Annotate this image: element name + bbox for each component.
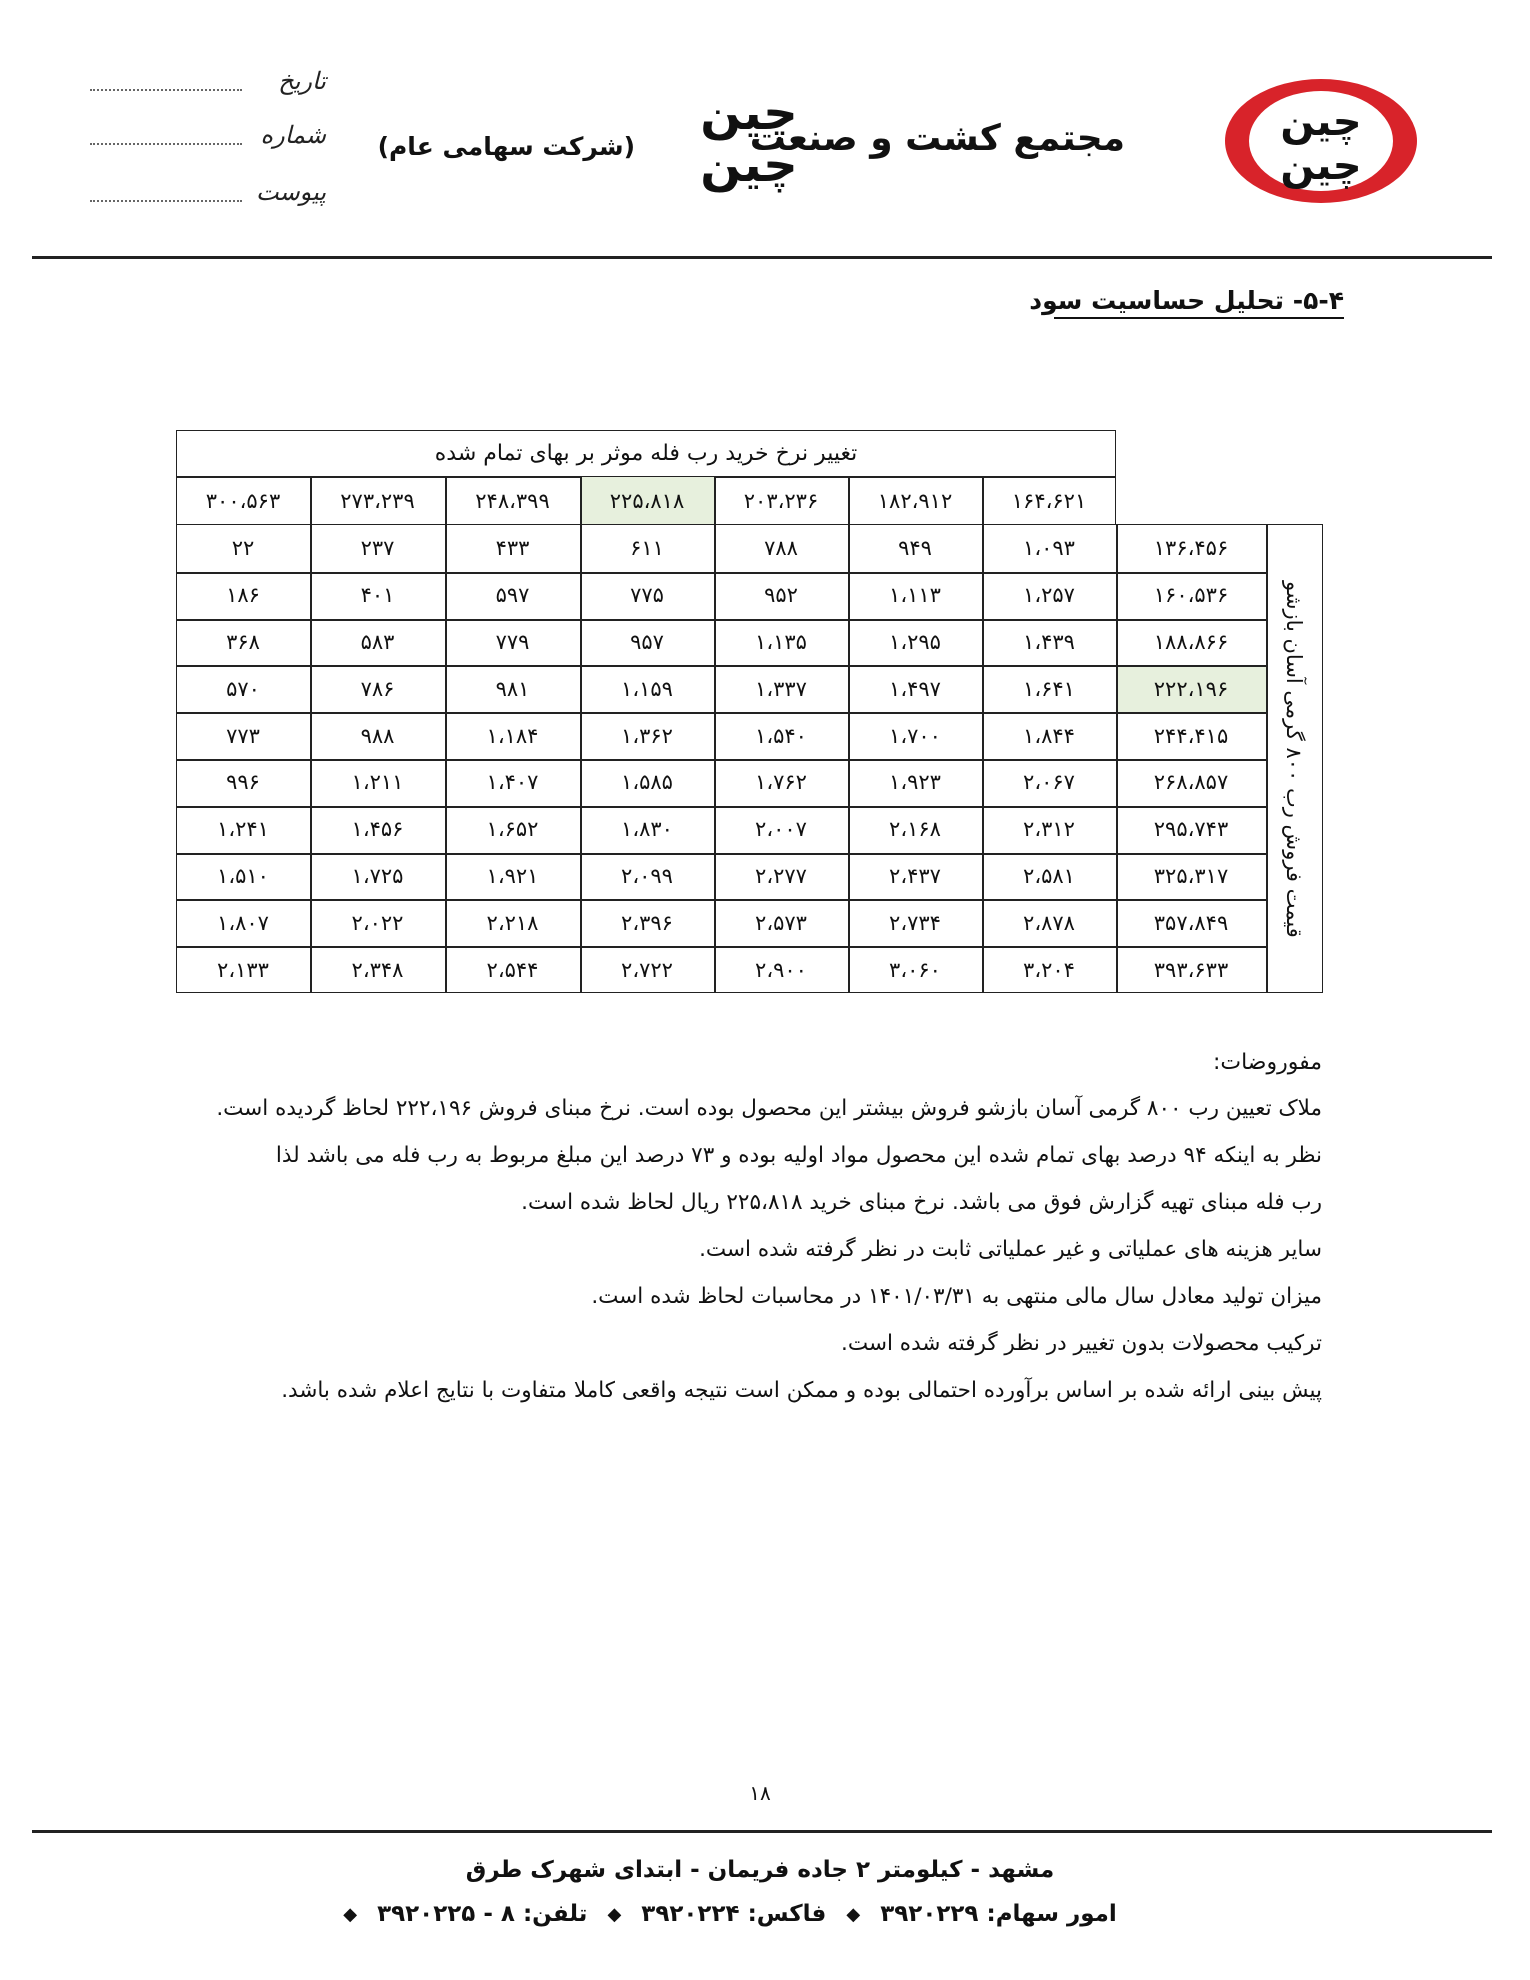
sale-price-cell: ۱۶۰،۵۳۶ <box>1153 583 1229 608</box>
profit-cell: ۱،۴۹۷ <box>889 676 941 701</box>
profit-cell: ۱،۲۱۱ <box>351 770 404 795</box>
company-type: (شرکت سهامی عام) <box>377 132 635 161</box>
profit-cell: ۱،۷۶۲ <box>755 770 807 795</box>
grid-line <box>445 477 447 524</box>
profit-cell: ۲،۸۷۸ <box>1023 910 1075 935</box>
sale-price-cell: ۳۹۳،۶۳۳ <box>1153 957 1229 982</box>
grid-line <box>176 712 1266 714</box>
profit-cell: ۱،۰۹۳ <box>1023 536 1075 561</box>
grid-line <box>848 477 850 524</box>
grid-line <box>176 759 1266 761</box>
purchase-price-header: ۳۰۰،۵۶۳ <box>205 488 281 513</box>
brand-name-line: چین <box>700 137 798 193</box>
profit-cell: ۷۷۳ <box>226 723 260 748</box>
date-line <box>90 89 242 91</box>
assumption-line: رب فله مبنای تهیه گزارش فوق می باشد. نرخ مبنای خرید ۲۲۵،۸۱۸ ریال لحاظ شده است. <box>521 1190 1322 1215</box>
sale-price-cell: ۳۵۷،۸۴۹ <box>1153 910 1229 935</box>
profit-cell: ۶۱۱ <box>630 536 664 561</box>
profit-cell: ۳،۲۰۴ <box>1023 957 1075 982</box>
profit-cell: ۷۷۵ <box>630 583 664 608</box>
logo-text: چین <box>1280 143 1362 189</box>
profit-cell: ۲۲ <box>231 536 255 561</box>
profit-cell: ۱،۹۲۳ <box>889 770 941 795</box>
footer-divider <box>32 1830 1492 1833</box>
profit-cell: ۵۹۷ <box>495 583 530 608</box>
profit-cell: ۳۶۸ <box>226 629 260 654</box>
sale-price-cell: ۱۳۶،۴۵۶ <box>1153 536 1229 561</box>
purchase-price-header: ۲۲۵،۸۱۸ <box>580 477 714 524</box>
profit-cell: ۱،۲۵۷ <box>1023 583 1075 608</box>
profit-cell: ۲،۵۷۳ <box>755 910 807 935</box>
profit-cell: ۱،۸۴۴ <box>1023 723 1075 748</box>
assumption-line: ملاک تعیین رب ۸۰۰ گرمی آسان بازشو فروش بیشتر این محصول بوده است. نرخ مبنای فروش ۲۲۲،۱۹۶ لحاظ گردیده است. <box>216 1096 1322 1121</box>
profit-cell: ۹۵۲ <box>764 583 798 608</box>
logo-text: چین <box>1280 99 1362 145</box>
row-group-title <box>1266 525 1322 993</box>
profit-cell: ۱،۹۲۱ <box>486 863 539 888</box>
profit-cell: ۱،۷۰۰ <box>889 723 941 748</box>
profit-cell: ۳،۰۶۰ <box>889 957 941 982</box>
grid-line <box>580 477 582 524</box>
grid-line <box>982 477 984 524</box>
profit-cell: ۲،۹۰۰ <box>755 957 807 982</box>
profit-cell: ۲،۰۹۹ <box>621 863 673 888</box>
grid-line <box>176 946 1266 948</box>
purchase-price-header: ۲۰۳،۲۳۶ <box>743 488 819 513</box>
profit-cell: ۱،۸۰۷ <box>217 910 269 935</box>
diamond-icon: ◆ <box>343 1903 358 1925</box>
profit-cell: ۷۷۹ <box>495 629 530 654</box>
profit-cell: ۹۵۷ <box>630 629 664 654</box>
profit-cell: ۱،۵۸۵ <box>621 770 673 795</box>
profit-cell: ۲،۵۴۴ <box>486 957 539 982</box>
number-line <box>90 143 242 145</box>
profit-cell: ۲،۱۳۳ <box>217 957 269 982</box>
brand-name-line: چین <box>700 85 798 141</box>
profit-cell: ۲،۲۷۷ <box>755 863 807 888</box>
profit-cell: ۲،۱۶۸ <box>889 817 941 842</box>
diamond-icon: ◆ <box>607 1903 622 1925</box>
assumption-line: پیش بینی ارائه شده بر اساس برآورده احتمالی بوده و ممکن است نتیجه واقعی کاملا متفاوت با نتایج اعلام شده باشد. <box>281 1378 1322 1403</box>
sale-price-cell: ۲۲۲،۱۹۶ <box>1116 665 1266 712</box>
profit-cell: ۱،۴۵۶ <box>351 817 404 842</box>
grid-line <box>1266 525 1268 993</box>
footer-address: مشهد - کیلومتر ۲ جاده فریمان - ابتدای شهرک طرق <box>465 1857 1055 1883</box>
profit-cell: ۲،۷۳۴ <box>889 910 941 935</box>
assumption-line: سایر هزینه های عملیاتی و غیر عملیاتی ثابت در نظر گرفته شده است. <box>699 1237 1322 1262</box>
sale-price-cell: ۲۶۸،۸۵۷ <box>1153 770 1229 795</box>
grid-line <box>176 619 1266 621</box>
profit-cell: ۲،۴۳۷ <box>889 863 941 888</box>
profit-cell: ۱،۱۱۳ <box>889 583 941 608</box>
footer-phone: تلفن: ۸ - ۳۹۲۰۲۲۵ <box>377 1901 588 1927</box>
assumption-line: میزان تولید معادل سال مالی منتهی به ۱۴۰۱/۰۳/۳۱ در محاسبات لحاظ شده است. <box>591 1284 1322 1309</box>
header-divider <box>32 256 1492 259</box>
attachment-line <box>90 200 242 202</box>
profit-cell: ۷۸۸ <box>764 536 798 561</box>
footer-shareholders: امور سهام: ۳۹۲۰۲۲۹ <box>880 1901 1117 1927</box>
assumption-line: ترکیب محصولات بدون تغییر در نظر گرفته شده است. <box>841 1331 1322 1356</box>
profit-cell: ۱،۳۶۲ <box>621 723 673 748</box>
purchase-price-header: ۱۶۴،۶۲۱ <box>1011 488 1087 513</box>
profit-cell: ۵۸۳ <box>360 629 395 654</box>
profit-cell: ۱،۳۳۷ <box>755 676 807 701</box>
profit-cell: ۲،۳۴۸ <box>351 957 404 982</box>
page-number: ۱۸ <box>749 1781 771 1805</box>
sale-price-cell: ۱۸۸،۸۶۶ <box>1153 629 1229 654</box>
profit-cell: ۱۸۶ <box>226 583 260 608</box>
sale-price-cell: ۳۲۵،۳۱۷ <box>1153 863 1229 888</box>
row-group-title-text: قیمت فروش رب ۸۰۰ گرمی آسان بازشو <box>1282 580 1306 938</box>
profit-cell: ۹۹۶ <box>226 770 260 795</box>
profit-cell: ۴۳۳ <box>495 536 530 561</box>
profit-cell: ۱،۵۴۰ <box>755 723 807 748</box>
grid-line <box>176 899 1266 901</box>
company-text: مجتمع کشت و صنعت <box>749 118 1125 159</box>
sale-price-cell: ۲۴۴،۴۱۵ <box>1153 723 1229 748</box>
diamond-icon: ◆ <box>846 1903 861 1925</box>
assumptions-heading: مفوروضات: <box>1212 1050 1322 1075</box>
profit-cell: ۹۸۸ <box>360 723 395 748</box>
grid-line <box>176 806 1266 808</box>
profit-cell: ۴۰۱ <box>360 583 395 608</box>
profit-cell: ۲،۰۲۲ <box>351 910 404 935</box>
profit-cell: ۲،۷۲۲ <box>621 957 673 982</box>
purchase-price-header: ۱۸۲،۹۱۲ <box>877 488 953 513</box>
profit-cell: ۱،۴۳۹ <box>1023 629 1075 654</box>
profit-cell: ۲۳۷ <box>360 536 395 561</box>
purchase-price-header: ۲۴۸،۳۹۹ <box>475 488 550 513</box>
profit-cell: ۲،۳۹۶ <box>621 910 673 935</box>
profit-cell: ۲،۰۶۷ <box>1023 770 1075 795</box>
grid-line <box>176 853 1266 855</box>
profit-cell: ۲،۳۱۲ <box>1023 817 1075 842</box>
profit-cell: ۵۷۰ <box>226 676 260 701</box>
profit-cell: ۱،۱۵۹ <box>621 676 673 701</box>
profit-cell: ۱،۷۲۵ <box>351 863 404 888</box>
profit-cell: ۷۸۶ <box>360 676 395 701</box>
column-group-title: تغییر نرخ خرید رب فله موثر بر بهای تمام شده <box>434 441 858 466</box>
profit-cell: ۱،۱۳۵ <box>755 629 807 654</box>
profit-cell: ۱،۵۱۰ <box>217 863 269 888</box>
number-label: شماره <box>260 121 326 149</box>
footer-fax: فاکس: ۳۹۲۰۲۲۴ <box>641 1901 827 1927</box>
profit-cell: ۲،۲۱۸ <box>486 910 539 935</box>
profit-cell: ۹۴۹ <box>898 536 932 561</box>
grid-line <box>310 477 312 524</box>
section-title: ۵-۴- تحلیل حساسیت سود <box>1054 286 1344 319</box>
grid-line <box>714 477 716 524</box>
attachment-label: پیوست <box>256 178 326 206</box>
profit-cell: ۲،۵۸۱ <box>1023 863 1075 888</box>
sale-price-cell: ۲۹۵،۷۴۳ <box>1153 817 1229 842</box>
grid-line <box>176 665 1266 667</box>
profit-cell: ۱،۸۳۰ <box>621 817 673 842</box>
profit-cell: ۱،۴۰۷ <box>486 770 539 795</box>
purchase-price-header: ۲۷۳،۲۳۹ <box>340 488 415 513</box>
profit-cell: ۱،۲۴۱ <box>217 817 269 842</box>
company-logo <box>1222 75 1420 207</box>
profit-cell: ۱،۶۵۲ <box>486 817 539 842</box>
footer-contacts <box>300 1897 1160 1931</box>
profit-cell: ۱،۲۹۵ <box>889 629 941 654</box>
profit-cell: ۲،۰۰۷ <box>755 817 807 842</box>
profit-cell: ۹۸۱ <box>495 676 530 701</box>
assumption-line: نظر به اینکه ۹۴ درصد بهای تمام شده این محصول مواد اولیه بوده و ۷۳ درصد این مبلغ مربوط به رب فله می باشد لذا <box>275 1143 1322 1168</box>
profit-cell: ۱،۶۴۱ <box>1023 676 1075 701</box>
date-label: تاریخ <box>278 67 326 95</box>
grid-line <box>176 572 1266 574</box>
profit-cell: ۱،۱۸۴ <box>486 723 539 748</box>
